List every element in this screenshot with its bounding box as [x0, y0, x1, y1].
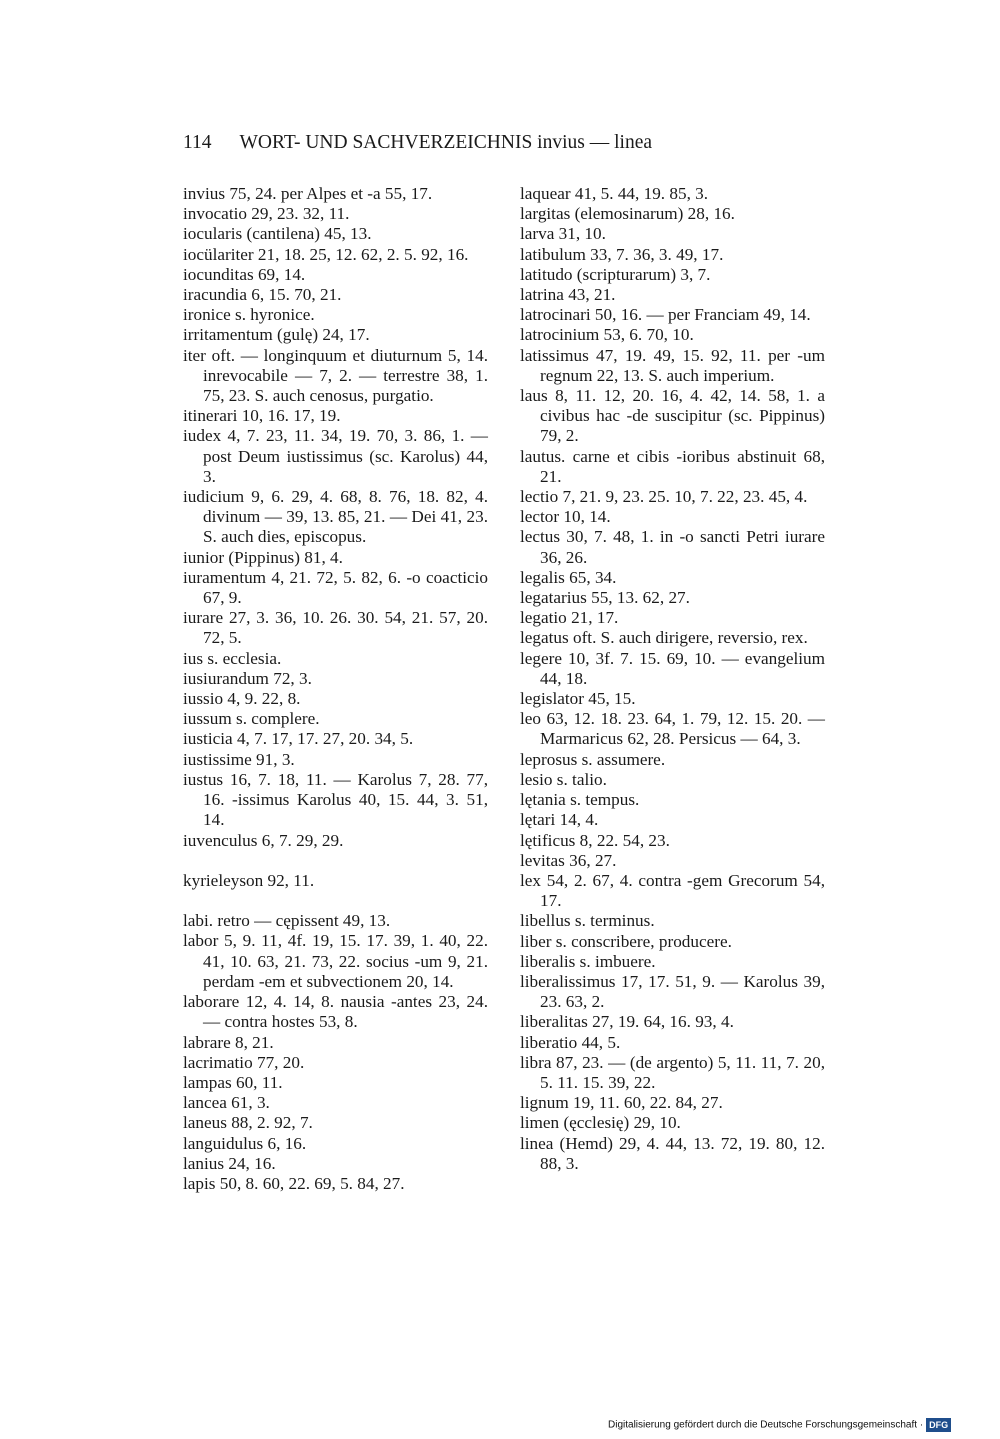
index-entry: iusiurandum 72, 3.: [183, 668, 312, 688]
index-entry: laneus 88, 2. 92, 7.: [183, 1113, 313, 1133]
index-entry: iocülariter 21, 18. 25, 12. 62, 2. 5. 92, 16.: [183, 244, 469, 264]
index-entry: larva 31, 10.: [520, 224, 606, 244]
index-entry: latrocinium 53, 6. 70, 10.: [520, 325, 694, 345]
index-entry: lectio 7, 21. 9, 23. 25. 10, 7. 22, 23. 45, 4.: [520, 487, 808, 507]
index-entry: iudicium 9, 6. 29, 4. 68, 8. 76, 18. 82, 4. divinum — 39, 13. 85, 21. — Dei 41, 23. S. auch dies, episcopus.: [183, 487, 488, 547]
index-entry: libellus s. terminus.: [520, 911, 655, 931]
index-entry: leprosus s. assumere.: [520, 749, 666, 769]
dfg-logo: DFG: [926, 1418, 951, 1432]
index-entry: linea (Hemd) 29, 4. 44, 13. 72, 19. 80, 12. 88, 3.: [520, 1133, 825, 1173]
index-entry: latitudo (scripturarum) 3, 7.: [520, 264, 711, 284]
index-entry: lancea 61, 3.: [183, 1093, 270, 1113]
index-entry: ironice s. hyronice.: [183, 305, 315, 325]
index-entry: languidulus 6, 16.: [183, 1133, 307, 1153]
index-entry: lectus 30, 7. 48, 1. in -o sancti Petri iurare 36, 26.: [520, 527, 825, 567]
index-entry: labrare 8, 21.: [183, 1032, 274, 1052]
index-entry: lampas 60, 11.: [183, 1072, 283, 1092]
index-entry: iuramentum 4, 21. 72, 5. 82, 6. -o coacticio 67, 9.: [183, 567, 488, 608]
index-column-left: [183, 184, 488, 1194]
index-entry: labor 5, 9. 11, 4f. 19, 15. 17. 39, 1. 40, 22. 41, 10. 63, 21. 73, 22. socius -um 9, 21. perdam -em et subvectionem 20, 14.: [183, 931, 488, 991]
index-entry: limen (ęcclesię) 29, 10.: [520, 1113, 681, 1133]
index-entry: iusticia 4, 7. 17, 17. 27, 20. 34, 5.: [183, 729, 414, 749]
index-entry: lignum 19, 11. 60, 22. 84, 27.: [520, 1093, 723, 1113]
index-entry: liberalitas 27, 19. 64, 16. 93, 4.: [520, 1012, 734, 1032]
index-entry: largitas (elemosinarum) 28, 16.: [520, 204, 735, 224]
index-entry: iurare 27, 3. 36, 10. 26. 30. 54, 21. 57, 20. 72, 5.: [183, 608, 488, 648]
index-entry: legatarius 55, 13. 62, 27.: [520, 588, 690, 608]
index-entry: legatio 21, 17.: [520, 608, 619, 628]
index-entry: latibulum 33, 7. 36, 3. 49, 17.: [520, 244, 724, 264]
index-entry: lętificus 8, 22. 54, 23.: [520, 830, 670, 850]
index-entry: latissimus 47, 19. 49, 15. 92, 11. per -um regnum 22, 13. S. auch imperium.: [520, 345, 825, 385]
index-entry: lacrimatio 77, 20.: [183, 1052, 305, 1072]
index-entry: irritamentum (gulę) 24, 17.: [183, 325, 370, 345]
index-entry: laborare 12, 4. 14, 8. nausia -antes 23, 24. — contra hostes 53, 8.: [183, 992, 488, 1032]
index-entry: iter oft. — longinquum et diuturnum 5, 14. inrevocabile — 7, 2. — terrestre 38, 1. 75, 23. S. auch cenosus, purgatio.: [183, 345, 488, 406]
index-entry: lautus. carne et cibis -ioribus abstinuit 68, 21.: [520, 446, 825, 486]
index-entry: labi. retro — cępissent 49, 13.: [183, 911, 391, 931]
index-entry: lex 54, 2. 67, 4. contra -gem Grecorum 54, 17.: [520, 870, 825, 911]
index-entry: latrocinari 50, 16. — per Franciam 49, 14.: [520, 305, 811, 325]
index-entry: legalis 65, 34.: [520, 567, 617, 587]
index-entry: latrina 43, 21.: [520, 285, 616, 305]
index-entry: liberalis s. imbuere.: [520, 951, 656, 971]
index-entry: iocunditas 69, 14.: [183, 264, 306, 284]
index-entry: iocularis (cantilena) 45, 13.: [183, 224, 372, 244]
index-entry: legere 10, 3f. 7. 15. 69, 10. — evangelium 44, 18.: [520, 648, 825, 688]
index-entry: lanius 24, 16.: [183, 1153, 276, 1173]
page-number: 114: [183, 132, 212, 153]
index-entry: liberalissimus 17, 17. 51, 9. — Karolus 39, 23. 63, 2.: [520, 971, 825, 1012]
index-entry: iussum s. complere.: [183, 709, 320, 729]
index-entry: iussio 4, 9. 22, 8.: [183, 689, 301, 709]
index-entry: libra 87, 23. — (de argento) 5, 11. 11, 7. 20, 5. 11. 15. 39, 22.: [520, 1052, 825, 1092]
index-entry: iracundia 6, 15. 70, 21.: [183, 285, 342, 305]
index-entry: kyrieleyson 92, 11.: [183, 870, 315, 890]
index-entry: laquear 41, 5. 44, 19. 85, 3.: [520, 184, 709, 203]
index-entry: invocatio 29, 23. 32, 11.: [183, 204, 350, 224]
index-entry: iuvenculus 6, 7. 29, 29.: [183, 830, 344, 850]
index-entry: iustus 16, 7. 18, 11. — Karolus 7, 28. 77, 16. -issimus Karolus 40, 15. 44, 3. 51, 14.: [183, 769, 488, 830]
index-entry: lapis 50, 8. 60, 22. 69, 5. 84, 27.: [183, 1173, 405, 1193]
index-entry: lector 10, 14.: [520, 507, 611, 527]
index-entry: ius s. ecclesia.: [183, 648, 282, 668]
footer-text: Digitalisierung gefördert durch die Deutsche Forschungsgemeinschaft: [608, 1419, 918, 1431]
index-entry: laus 8, 11. 12, 20. 16, 4. 42, 14. 58, 1. a civibus hac -de suscipitur (sc. Pippinus) 79, 2.: [520, 386, 825, 446]
running-title: WORT- UND SACHVERZEICHNIS invius — linea: [239, 132, 653, 153]
index-entry: iunior (Pippinus) 81, 4.: [183, 547, 343, 567]
index-entry: iustissime 91, 3.: [183, 749, 295, 769]
index-entry: liberatio 44, 5.: [520, 1032, 621, 1052]
index-entry: leo 63, 12. 18. 23. 64, 1. 79, 12. 15. 20. — Marmaricus 62, 28. Persicus — 64, 3.: [520, 709, 825, 749]
index-entry: invius 75, 24. per Alpes et -a 55, 17.: [183, 184, 433, 203]
index-entry: lętari 14, 4.: [520, 810, 599, 830]
index-entry: lesio s. talio.: [520, 769, 607, 789]
index-entry: liber s. conscribere, producere.: [520, 931, 732, 951]
index-entry: itinerari 10, 16. 17, 19.: [183, 406, 341, 426]
funding-footer: Digitalisierung gefördert durch die Deutsche Forschungsgemeinschaft · DFG: [608, 1418, 951, 1432]
index-entry: iudex 4, 7. 23, 11. 34, 19. 70, 3. 86, 1. — post Deum iustissimus (sc. Karolus) 44, 3.: [183, 426, 488, 486]
index-column-right: [520, 184, 825, 1174]
index-entry: lętania s. tempus.: [520, 790, 640, 810]
index-entry: legatus oft. S. auch dirigere, reversio, rex.: [520, 628, 808, 648]
index-entry: levitas 36, 27.: [520, 850, 617, 870]
index-entry: legislator 45, 15.: [520, 689, 636, 709]
page-header: [183, 130, 823, 156]
